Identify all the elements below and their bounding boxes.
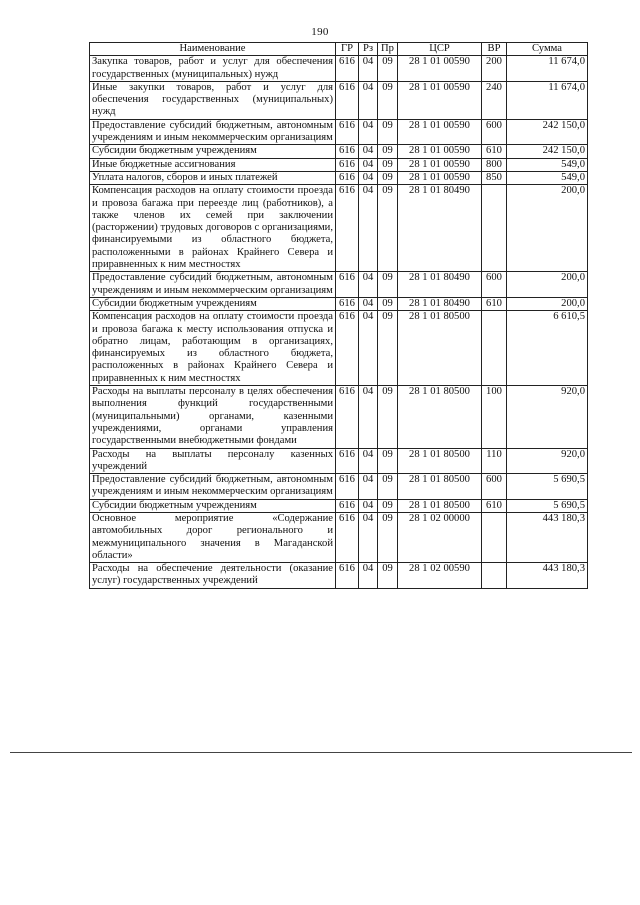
cell-csr: 28 1 01 00590 <box>398 119 482 145</box>
cell-gr: 616 <box>336 311 359 386</box>
cell-vr: 600 <box>482 119 507 145</box>
cell-rz: 04 <box>359 145 378 158</box>
cell-gr: 616 <box>336 272 359 298</box>
cell-gr: 616 <box>336 185 359 272</box>
cell-sum: 11 674,0 <box>507 56 588 82</box>
cell-rz: 04 <box>359 448 378 474</box>
table-row <box>90 81 588 119</box>
cell-gr: 616 <box>336 171 359 184</box>
cell-sum: 242 150,0 <box>507 145 588 158</box>
cell-name: Предоставление субсидий бюджетным, автономным учреждениям и иным некоммерческим организациям <box>90 474 336 500</box>
cell-sum: 200,0 <box>507 272 588 298</box>
table-row <box>90 119 588 145</box>
header-gr: ГР <box>336 43 359 56</box>
cell-gr: 616 <box>336 158 359 171</box>
cell-csr: 28 1 01 80490 <box>398 297 482 310</box>
cell-name: Предоставление субсидий бюджетным, автономным учреждениям и иным некоммерческим организациям <box>90 119 336 145</box>
table-row <box>90 145 588 158</box>
cell-pr: 09 <box>378 297 398 310</box>
cell-csr: 28 1 01 00590 <box>398 81 482 119</box>
cell-vr: 600 <box>482 272 507 298</box>
cell-vr <box>482 563 507 589</box>
cell-rz: 04 <box>359 563 378 589</box>
table-row <box>90 311 588 386</box>
cell-vr: 610 <box>482 297 507 310</box>
cell-gr: 616 <box>336 145 359 158</box>
cell-pr: 09 <box>378 512 398 562</box>
cell-name: Расходы на обеспечение деятельности (оказание услуг) государственных учреждений <box>90 563 336 589</box>
cell-vr <box>482 311 507 386</box>
cell-csr: 28 1 02 00000 <box>398 512 482 562</box>
cell-vr: 110 <box>482 448 507 474</box>
cell-gr: 616 <box>336 386 359 448</box>
table-row <box>90 171 588 184</box>
cell-sum: 242 150,0 <box>507 119 588 145</box>
cell-gr: 616 <box>336 563 359 589</box>
cell-rz: 04 <box>359 171 378 184</box>
cell-gr: 616 <box>336 448 359 474</box>
cell-csr: 28 1 02 00590 <box>398 563 482 589</box>
table-row <box>90 474 588 500</box>
cell-pr: 09 <box>378 158 398 171</box>
header-name: Наименование <box>90 43 336 56</box>
cell-sum: 443 180,3 <box>507 563 588 589</box>
cell-rz: 04 <box>359 81 378 119</box>
cell-pr: 09 <box>378 448 398 474</box>
cell-csr: 28 1 01 00590 <box>398 56 482 82</box>
cell-gr: 616 <box>336 474 359 500</box>
cell-rz: 04 <box>359 297 378 310</box>
cell-name: Основное мероприятие «Содержание автомобильных дорог регионального и межмуниципального значения в Магаданской области» <box>90 512 336 562</box>
cell-pr: 09 <box>378 272 398 298</box>
cell-name: Предоставление субсидий бюджетным, автономным учреждениям и иным некоммерческим организациям <box>90 272 336 298</box>
cell-pr: 09 <box>378 499 398 512</box>
cell-pr: 09 <box>378 145 398 158</box>
cell-name: Закупка товаров, работ и услуг для обеспечения государственных (муниципальных) нужд <box>90 56 336 82</box>
cell-sum: 5 690,5 <box>507 474 588 500</box>
footer-divider <box>10 752 632 753</box>
cell-pr: 09 <box>378 311 398 386</box>
cell-name: Субсидии бюджетным учреждениям <box>90 145 336 158</box>
cell-pr: 09 <box>378 386 398 448</box>
header-rz: Рз <box>359 43 378 56</box>
cell-rz: 04 <box>359 386 378 448</box>
cell-pr: 09 <box>378 171 398 184</box>
cell-vr: 610 <box>482 145 507 158</box>
cell-sum: 549,0 <box>507 158 588 171</box>
cell-pr: 09 <box>378 56 398 82</box>
table-body <box>90 56 588 588</box>
header-pr: Пр <box>378 43 398 56</box>
cell-rz: 04 <box>359 272 378 298</box>
cell-csr: 28 1 01 80500 <box>398 474 482 500</box>
cell-name: Иные закупки товаров, работ и услуг для обеспечения государственных (муниципальных) нужд <box>90 81 336 119</box>
cell-csr: 28 1 01 80500 <box>398 386 482 448</box>
header-vr: ВР <box>482 43 507 56</box>
cell-vr: 610 <box>482 499 507 512</box>
cell-name: Расходы на выплаты персоналу казенных учреждений <box>90 448 336 474</box>
table-row <box>90 158 588 171</box>
cell-name: Субсидии бюджетным учреждениям <box>90 499 336 512</box>
cell-rz: 04 <box>359 119 378 145</box>
page-number: 190 <box>311 26 329 38</box>
table-row <box>90 297 588 310</box>
cell-pr: 09 <box>378 119 398 145</box>
cell-rz: 04 <box>359 499 378 512</box>
cell-rz: 04 <box>359 311 378 386</box>
cell-gr: 616 <box>336 56 359 82</box>
header-csr: ЦСР <box>398 43 482 56</box>
cell-sum: 200,0 <box>507 297 588 310</box>
cell-csr: 28 1 01 80490 <box>398 272 482 298</box>
cell-vr <box>482 512 507 562</box>
cell-sum: 11 674,0 <box>507 81 588 119</box>
cell-csr: 28 1 01 80500 <box>398 311 482 386</box>
cell-sum: 920,0 <box>507 448 588 474</box>
cell-name: Компенсация расходов на оплату стоимости проезда и провоза багажа при переезде лиц (работников), а также членов их семей при заключении (расторжении) трудовых договоров с организациями, финансируемыми из областного бюджета, расположенными в районах Крайнего Севера и приравненных к ним местностях <box>90 185 336 272</box>
table-row <box>90 448 588 474</box>
cell-name: Расходы на выплаты персоналу в целях обеспечения выполнения функций государственными (муниципальными) органами, казенными учреждениями, органами управления государственными внебюджетными фондами <box>90 386 336 448</box>
cell-pr: 09 <box>378 474 398 500</box>
cell-rz: 04 <box>359 185 378 272</box>
cell-pr: 09 <box>378 185 398 272</box>
cell-pr: 09 <box>378 81 398 119</box>
cell-vr: 850 <box>482 171 507 184</box>
cell-vr: 600 <box>482 474 507 500</box>
cell-name: Компенсация расходов на оплату стоимости проезда и провоза багажа к месту использования отпуска и обратно лицам, работающим в организациях, финансируемых из областного бюджета, расположенных в районах Крайнего Севера и приравненных к ним местностях <box>90 311 336 386</box>
cell-vr: 800 <box>482 158 507 171</box>
cell-name: Иные бюджетные ассигнования <box>90 158 336 171</box>
cell-gr: 616 <box>336 512 359 562</box>
table-header-row <box>90 43 588 56</box>
cell-sum: 920,0 <box>507 386 588 448</box>
cell-vr <box>482 185 507 272</box>
cell-sum: 5 690,5 <box>507 499 588 512</box>
cell-rz: 04 <box>359 474 378 500</box>
cell-gr: 616 <box>336 297 359 310</box>
cell-csr: 28 1 01 00590 <box>398 171 482 184</box>
table-row <box>90 512 588 562</box>
cell-sum: 549,0 <box>507 171 588 184</box>
budget-table <box>89 42 588 589</box>
cell-pr: 09 <box>378 563 398 589</box>
cell-name: Уплата налогов, сборов и иных платежей <box>90 171 336 184</box>
cell-csr: 28 1 01 80500 <box>398 448 482 474</box>
cell-name: Субсидии бюджетным учреждениям <box>90 297 336 310</box>
cell-sum: 443 180,3 <box>507 512 588 562</box>
cell-gr: 616 <box>336 499 359 512</box>
cell-rz: 04 <box>359 512 378 562</box>
cell-vr: 100 <box>482 386 507 448</box>
table-row <box>90 185 588 272</box>
cell-gr: 616 <box>336 119 359 145</box>
table-row <box>90 272 588 298</box>
cell-csr: 28 1 01 80500 <box>398 499 482 512</box>
table-row <box>90 563 588 589</box>
cell-sum: 200,0 <box>507 185 588 272</box>
cell-rz: 04 <box>359 158 378 171</box>
cell-csr: 28 1 01 80490 <box>398 185 482 272</box>
cell-gr: 616 <box>336 81 359 119</box>
table-row <box>90 56 588 82</box>
cell-csr: 28 1 01 00590 <box>398 145 482 158</box>
cell-sum: 6 610,5 <box>507 311 588 386</box>
cell-csr: 28 1 01 00590 <box>398 158 482 171</box>
cell-vr: 200 <box>482 56 507 82</box>
header-sum: Сумма <box>507 43 588 56</box>
table-row <box>90 386 588 448</box>
table-row <box>90 499 588 512</box>
cell-vr: 240 <box>482 81 507 119</box>
cell-rz: 04 <box>359 56 378 82</box>
